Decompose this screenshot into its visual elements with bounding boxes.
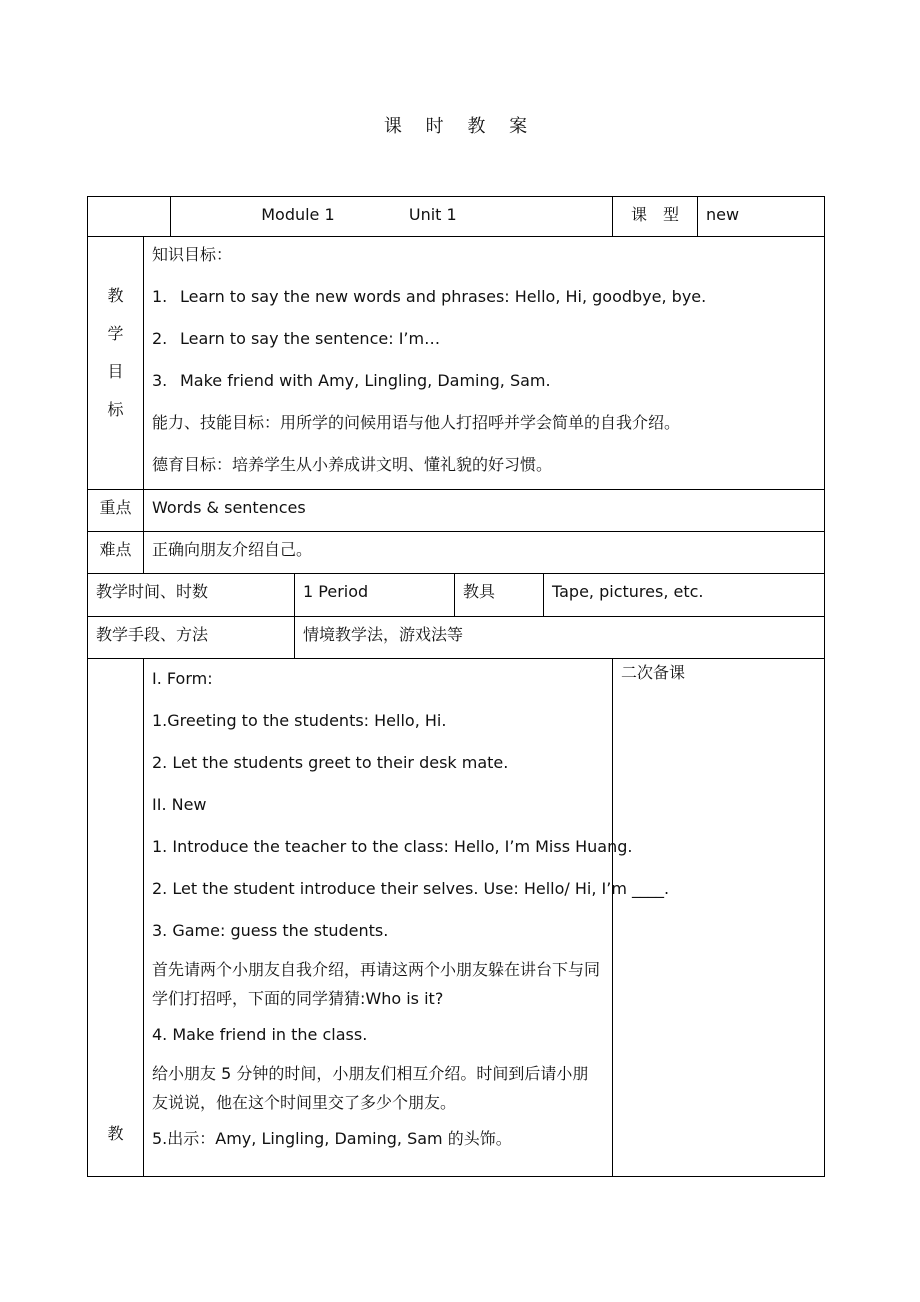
objective-item [152, 371, 816, 391]
process-line: 2. Let the students greet to their desk mate. [152, 753, 509, 772]
difficulty-value: 正确向朋友介绍自己。 [144, 532, 825, 574]
second-prep-cell: 二次备课 [613, 659, 825, 1177]
objective-item [152, 287, 816, 307]
lesson-type-value: new [698, 197, 825, 237]
time-row [88, 574, 825, 617]
objective-item [152, 329, 816, 349]
header-row [88, 197, 825, 237]
ability-objective: 能力、技能目标：用所学的问候用语与他人打招呼并学会简单的自我介绍。 [152, 413, 681, 432]
document-title: 课 时 教 案 [383, 116, 537, 137]
objective-text: Learn to say the sentence: I’m… [180, 329, 441, 348]
tools-label: 教具 [455, 574, 544, 617]
process-paragraph: 给小朋友 5 分钟的时间，小朋友们相互介绍。时间到后请小朋友说说，他在这个时间里交了多少个朋友。 [152, 1064, 589, 1112]
process-line: I. Form: [152, 669, 213, 688]
knowledge-heading: 知识目标： [152, 245, 233, 264]
objective-number: 3. [152, 371, 168, 390]
objective-number: 1. [152, 287, 168, 306]
key-point-row [88, 490, 825, 532]
objectives-label-char: 标 [107, 400, 124, 419]
lesson-plan-table [87, 196, 825, 1177]
objectives-label-char: 教 [107, 286, 124, 305]
objective-number: 2. [152, 329, 168, 348]
process-line: 4. Make friend in the class. [152, 1025, 368, 1044]
header-blank-cell [88, 197, 171, 237]
process-line: 1.Greeting to the students: Hello, Hi. [152, 711, 447, 730]
objective-text: Make friend with Amy, Lingling, Daming, Sam. [180, 371, 551, 390]
time-value: 1 Period [295, 574, 455, 617]
method-value: 情境教学法，游戏法等 [295, 617, 825, 659]
tools-value: Tape, pictures, etc. [544, 574, 825, 617]
method-row [88, 617, 825, 659]
process-line: 3. Game: guess the students. [152, 921, 389, 940]
process-line: 1. Introduce the teacher to the class: Hello, I’m Miss Huang. [152, 837, 633, 856]
difficulty-label: 难点 [88, 532, 144, 574]
time-label: 教学时间、时数 [88, 574, 295, 617]
header-module-cell [171, 197, 613, 237]
moral-objective: 德育目标：培养学生从小养成讲文明、懂礼貌的好习惯。 [152, 455, 553, 474]
process-line: 5.出示：Amy, Lingling, Daming, Sam 的头饰。 [152, 1129, 512, 1148]
method-label: 教学手段、方法 [88, 617, 295, 659]
lesson-type-label: 课 型 [613, 197, 698, 237]
process-line: II. New [152, 795, 207, 814]
objectives-content [144, 237, 825, 490]
process-line: 2. Let the student introduce their selves. Use: Hello/ Hi, I’m ____. [152, 879, 670, 898]
unit-label: Unit 1 [408, 205, 457, 224]
process-row [88, 659, 825, 1177]
objective-text: Learn to say the new words and phrases: Hello, Hi, goodbye, bye. [180, 287, 707, 306]
key-point-label: 重点 [88, 490, 144, 532]
objectives-row [88, 237, 825, 490]
key-point-value: Words & sentences [144, 490, 825, 532]
difficulty-row [88, 532, 825, 574]
objectives-side-label [88, 237, 144, 490]
process-paragraph: 首先请两个小朋友自我介绍，再请这两个小朋友躲在讲台下与同学们打招呼，下面的同学猜猜:Who is it? [152, 960, 601, 1008]
objectives-label-char: 目 [107, 362, 124, 381]
process-side-label [88, 659, 144, 1177]
objectives-label-char: 学 [107, 324, 124, 343]
module-label: Module 1 [261, 205, 335, 224]
process-label-char: 教 [107, 1124, 124, 1143]
